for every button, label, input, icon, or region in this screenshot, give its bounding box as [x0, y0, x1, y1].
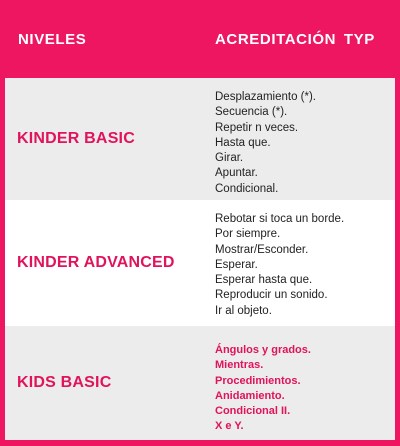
list-item: X e Y.: [215, 420, 244, 433]
list-item: Condicional II.: [215, 405, 291, 418]
list-item: Ángulos y grados.: [215, 344, 311, 356]
list-item: Hasta que.: [215, 136, 271, 149]
accreditation-list: [215, 212, 387, 319]
accreditation-list: [215, 343, 387, 435]
list-item: Esperar.: [215, 258, 258, 271]
list-item: Procedimientos.: [215, 374, 301, 387]
header-accreditation: ACREDITACIÓN TYP: [215, 31, 375, 48]
level-name: KINDER BASIC: [17, 130, 135, 147]
level-name: KINDER ADVANCED: [17, 254, 175, 271]
accreditation-list: [215, 90, 387, 197]
table-header: [0, 0, 400, 78]
list-item: Secuencia (*).: [215, 106, 288, 119]
list-item: Mostrar/Esconder.: [215, 243, 309, 256]
list-item: Girar.: [215, 152, 244, 165]
list-item: Por siempre.: [215, 228, 281, 241]
list-item: Reproducir un sonido.: [215, 289, 328, 302]
list-item: Rebotar si toca un borde.: [215, 213, 345, 225]
list-item: Ir al objeto.: [215, 304, 272, 317]
table-row-kinder-basic: [5, 78, 395, 200]
list-item: Apuntar.: [215, 167, 258, 180]
list-item: Condicional.: [215, 182, 279, 195]
table-row-kids-basic: [5, 326, 395, 440]
header-levels: NIVELES: [18, 31, 87, 48]
list-item: Mientras.: [215, 359, 264, 372]
level-name: KIDS BASIC: [17, 374, 112, 391]
list-item: Desplazamiento (*).: [215, 91, 316, 103]
list-item: Anidamiento.: [215, 389, 285, 402]
list-item: Esperar hasta que.: [215, 274, 313, 287]
table-row-kinder-advanced: [5, 200, 395, 326]
list-item: Repetir n veces.: [215, 121, 299, 134]
